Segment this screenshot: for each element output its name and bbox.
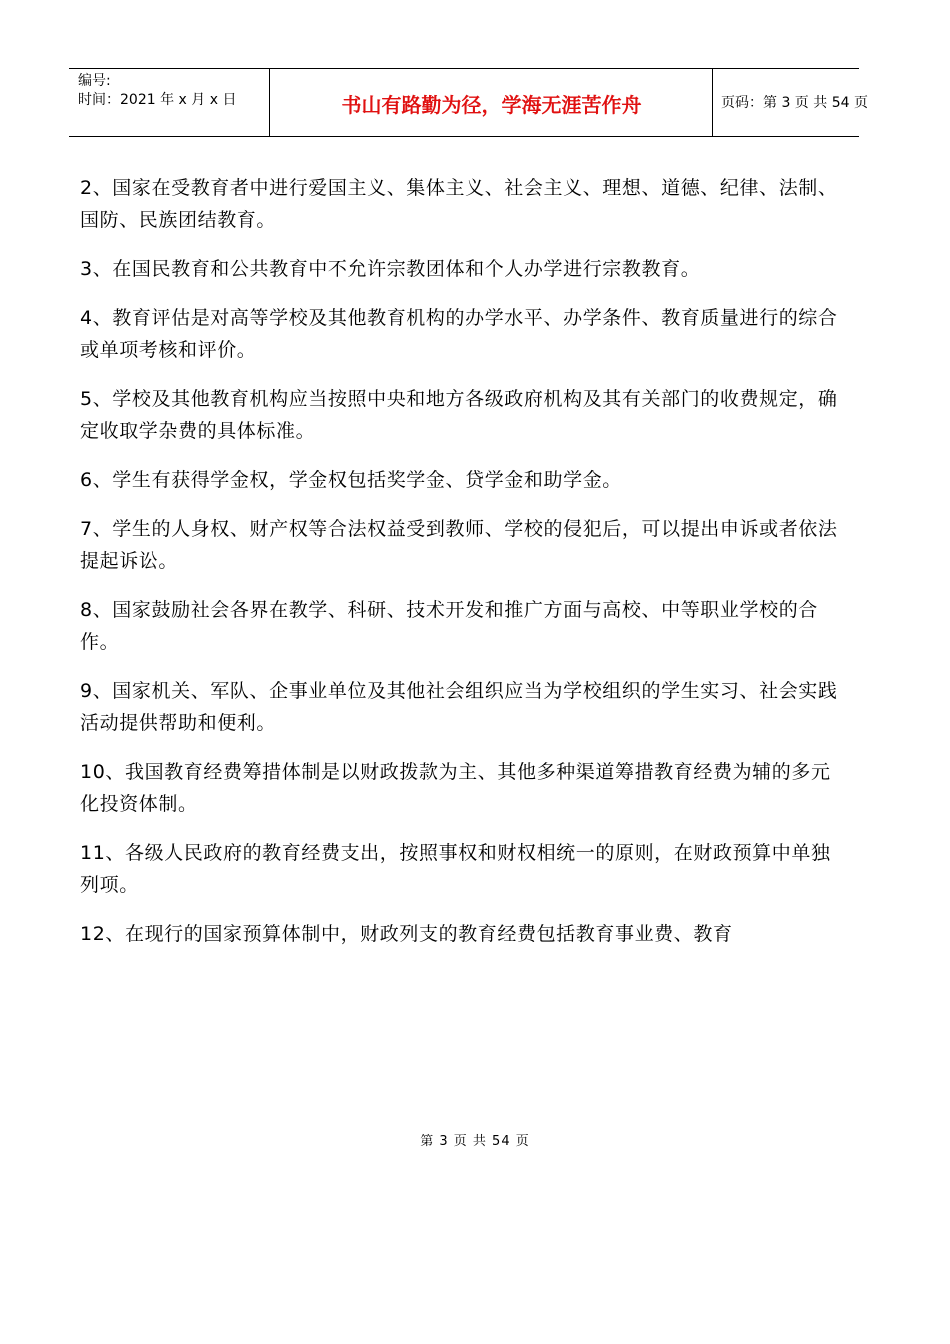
- document-header: [69, 68, 868, 137]
- motto-text: 书山有路勤为径，学海无涯苦作舟: [341, 93, 642, 117]
- paragraph: 9、国家机关、军队、企事业单位及其他社会组织应当为学校组织的学生实习、社会实践活动提供帮助和便利。: [80, 680, 838, 734]
- page-footer: 第 3 页 共 54 页: [420, 1134, 530, 1149]
- paragraph: 4、教育评估是对高等学校及其他教育机构的办学水平、办学条件、教育质量进行的综合或单项考核和评价。: [80, 307, 838, 361]
- paragraph: 3、在国民教育和公共教育中不允许宗教团体和个人办学进行宗教教育。: [80, 258, 701, 280]
- document-body: [80, 172, 840, 967]
- paragraph: 8、国家鼓励社会各界在教学、科研、技术开发和推广方面与高校、中等职业学校的合作。: [80, 599, 818, 653]
- serial-number-label: 编号:: [78, 73, 111, 89]
- paragraph: 6、学生有获得学金权，学金权包括奖学金、贷学金和助学金。: [80, 469, 622, 491]
- header-page-number: 页码：第 3 页 共 54 页: [721, 95, 868, 111]
- paragraph: 7、学生的人身权、财产权等合法权益受到教师、学校的侵犯后，可以提出申诉或者依法提起诉讼。: [80, 518, 838, 572]
- paragraph: 2、国家在受教育者中进行爱国主义、集体主义、社会主义、理想、道德、纪律、法制、国防、民族团结教育。: [80, 177, 838, 231]
- header-page-cell: [713, 69, 868, 136]
- paragraph: 12、在现行的国家预算体制中，财政列支的教育经费包括教育事业费、教育: [80, 923, 733, 945]
- paragraph: 5、学校及其他教育机构应当按照中央和地方各级政府机构及其有关部门的收费规定，确定收取学杂费的具体标准。: [80, 388, 838, 442]
- paragraph: 11、各级人民政府的教育经费支出，按照事权和财权相统一的原则，在财政预算中单独列项。: [80, 842, 831, 896]
- header-meta-cell: [69, 69, 270, 136]
- header-motto-cell: [270, 69, 713, 136]
- paragraph: 10、我国教育经费筹措体制是以财政拨款为主、其他多种渠道筹措教育经费为辅的多元化投资体制。: [80, 761, 831, 815]
- date-label: 时间：2021 年 x 月 x 日: [78, 92, 237, 108]
